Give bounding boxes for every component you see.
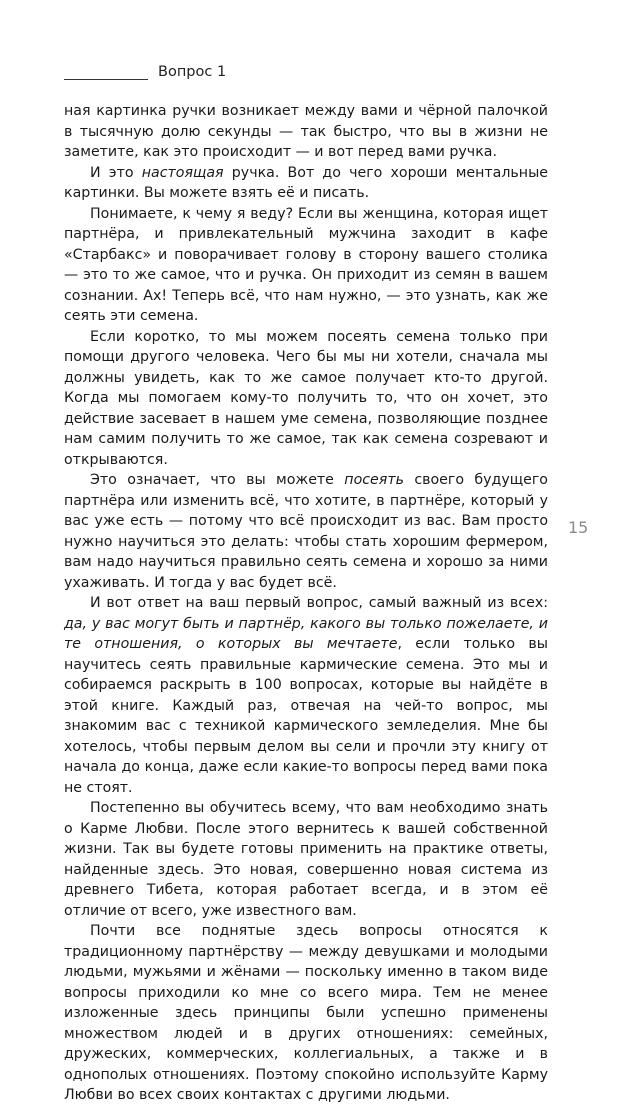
page-number: 15 — [568, 518, 589, 537]
text-run: ручка. Вот до чего хороши ментальные картинки. Вы можете взять её и писать. — [64, 164, 549, 201]
text-run: Это означает, что вы можете — [90, 472, 345, 488]
emphasis-text: да, у вас могут быть и партнёр, какого вы только пожелаете, и те отношения, о которых вы мечтаете — [64, 615, 548, 652]
paragraph — [64, 593, 548, 798]
paragraph — [64, 101, 548, 163]
running-header — [64, 64, 226, 80]
text-run: своего будущего партнёра или изменить всё, что хотите, в партнёре, который у вас уже есть — потому что всё происходит из вас. Вам просто нужно научиться это делать: чтобы стать хорошим фермером, вам надо научиться правильно сеять семена и хорошо за ними ухаживать. И тогда у вас будет всё. — [64, 472, 548, 591]
paragraph — [64, 327, 548, 471]
text-run: Почти все поднятые здесь вопросы относятся к традиционному партнёрству — между девушками и молодыми людьми, мужьями и жёнами — поскольку именно в таком виде вопросы приходили ко мне со всего мира. Тем не менее изложенные здесь принципы были успешно применены множеством людей и в других отношениях: семейных, дружеских, коммерческих, коллегиальных, а также и в однополых отношениях. Поэтому спокойно используйте Карму Любви во всех своих контактах с другими людьми. — [64, 923, 548, 1103]
header-rule — [64, 79, 148, 80]
paragraph — [64, 163, 548, 204]
text-run: , если только вы научитесь сеять правильные кармические семена. Это мы и собираемся раскрыть в 100 вопросах, которые вы найдёте в этой книге. Каждый раз, отвечая на чей-то вопрос, мы знакомим вас с техникой кармического земледелия. Мне бы хотелось, чтобы первым делом вы сели и прочли эту книгу от начала до конца, даже если какие-то вопросы перед вами пока не стоят. — [64, 636, 549, 796]
emphasis-text: посеять — [344, 472, 404, 488]
paragraph — [64, 204, 548, 327]
text-run: Постепенно вы обучитесь всему, что вам необходимо знать о Карме Любви. После этого вернитесь к вашей собственной жизни. Так вы будете готовы применить на практике ответы, найденные здесь. Это новая, совершенно новая система из древнего Тибета, которая работает всегда, и в этом её отличие от всего, уже известного вам. — [64, 800, 548, 919]
text-run: Понимаете, к чему я веду? Если вы женщина, которая ищет партнёра, и привлекательный мужчина заходит в кафе «Старбакс» и поворачивает голову в сторону вашего столика — это то же самое, что и ручка. Он приходит из семян в вашем сознании. Ах! Теперь всё, что нам нужно, — это узнать, как же сеять эти семена. — [64, 205, 548, 324]
paragraph — [64, 798, 548, 921]
text-run: Если коротко, то мы можем посеять семена только при помощи другого человека. Чего бы мы ни хотели, сначала мы должны увидеть, как то же самое получает кто-то другой. Когда мы помогаем кому-то получить то, что он хочет, это действие засевает в нашем уме семена, позволяющие позднее нам самим получить то же самое, так как семена созревают и открываются. — [64, 328, 548, 468]
text-run: И вот ответ на ваш первый вопрос, самый важный из всех: — [90, 595, 548, 611]
chapter-title: Вопрос 1 — [158, 64, 227, 80]
body-text — [64, 101, 548, 1106]
text-run: ная картинка ручки возникает между вами и чёрной палочкой в тысячную долю секунды — так быстро, что вы в жизни не заметите, как это происходит — и вот перед вами ручка. — [64, 103, 548, 160]
emphasis-text: настоящая — [141, 164, 224, 181]
paragraph — [64, 921, 548, 1106]
paragraph — [64, 470, 548, 593]
text-run: И это — [90, 164, 142, 181]
